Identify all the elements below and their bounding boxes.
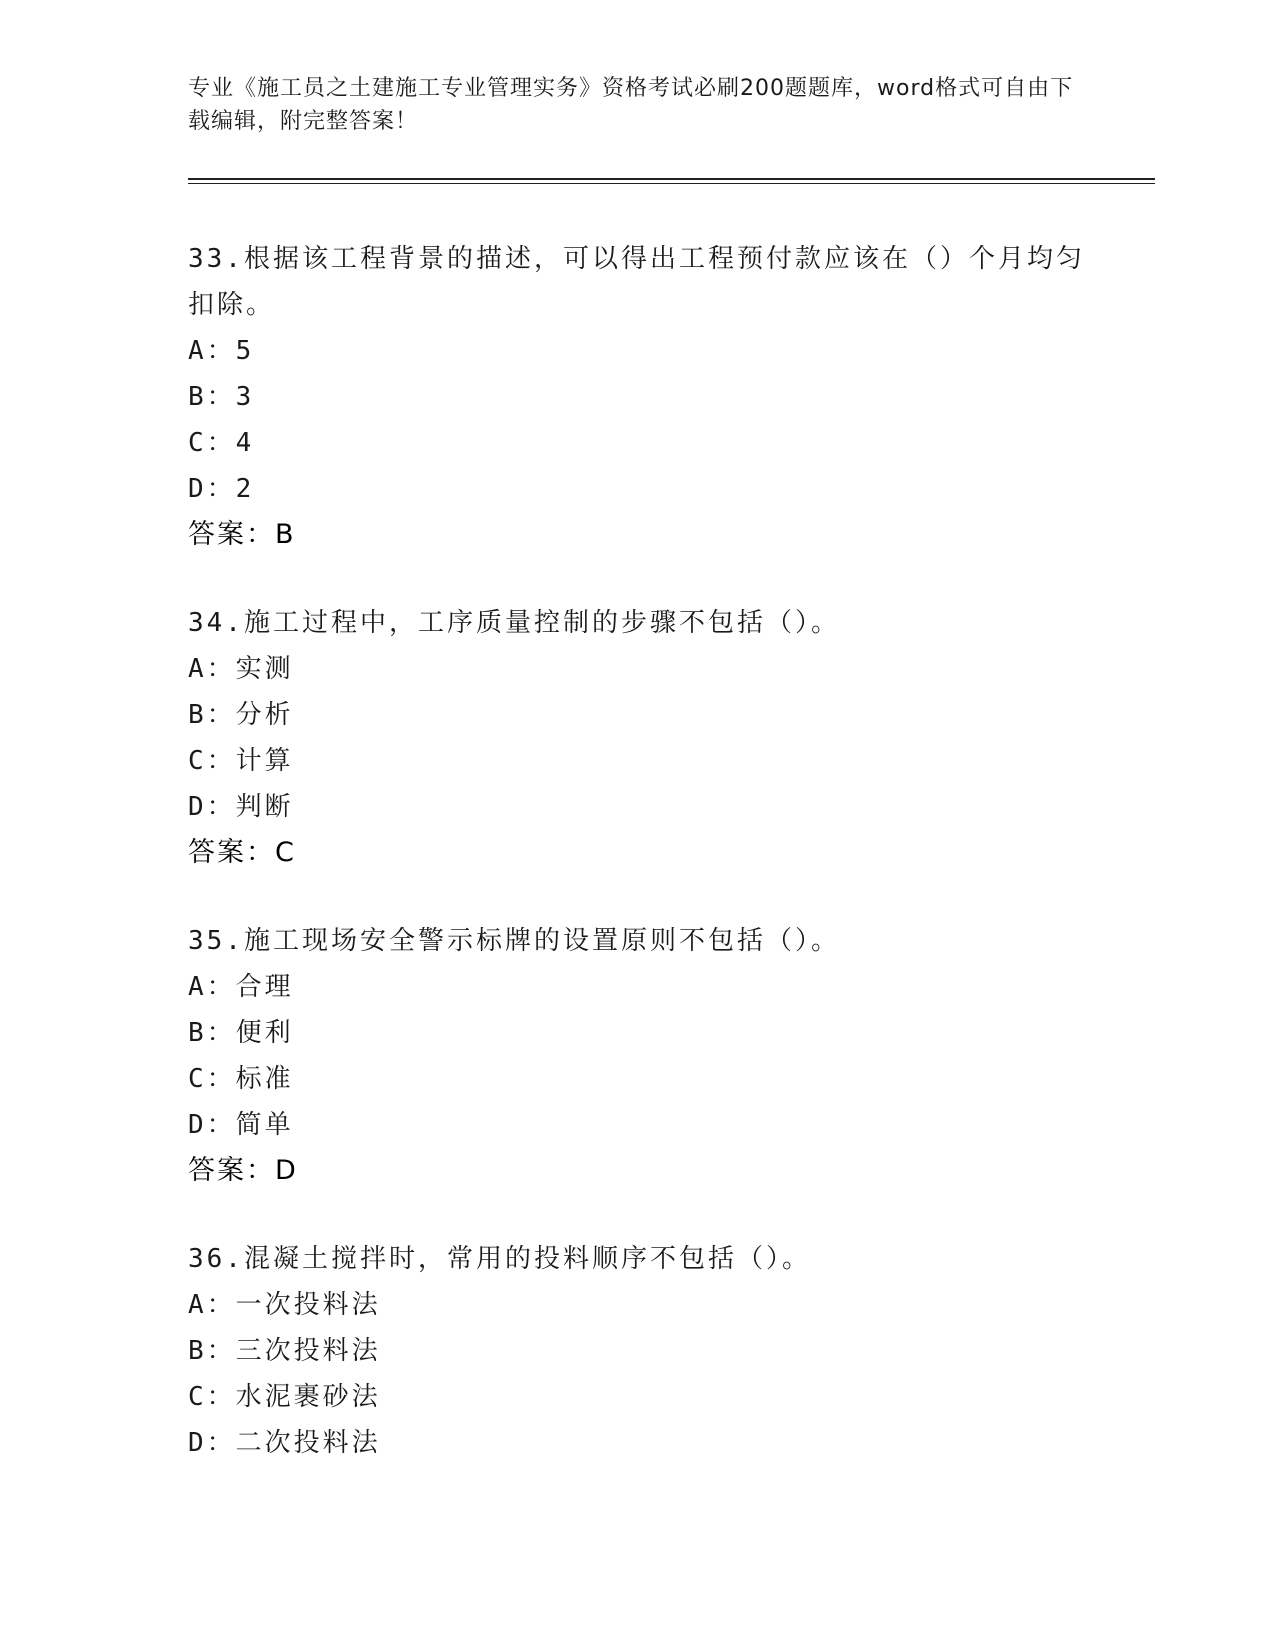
- question-stem: 36.混凝土搅拌时，常用的投料顺序不包括（）。: [188, 1244, 811, 1274]
- answer-line: 答案：C: [188, 837, 296, 868]
- option-b: B：分析: [188, 700, 294, 730]
- option-b: B：三次投料法: [188, 1336, 381, 1366]
- question-stem: 35.施工现场安全警示标牌的设置原则不包括（）。: [188, 926, 840, 956]
- option-a: A：合理: [188, 972, 294, 1002]
- option-c: C：计算: [188, 746, 294, 776]
- option-a: A：实测: [188, 654, 294, 684]
- answer-line: 答案：B: [188, 519, 296, 550]
- option-b: B：便利: [188, 1018, 294, 1048]
- option-c: C：4: [188, 428, 255, 458]
- question-stem: 33.根据该工程背景的描述，可以得出工程预付款应该在（）个月均匀扣除。: [188, 244, 1085, 320]
- answer-line: 答案：D: [188, 1155, 298, 1186]
- option-c: C：水泥裹砂法: [188, 1382, 381, 1412]
- option-a: A：一次投料法: [188, 1290, 381, 1320]
- option-d: D：判断: [188, 792, 294, 822]
- question-list: [188, 236, 1088, 1508]
- question-36: [188, 1236, 1088, 1466]
- question-33: [188, 236, 1088, 558]
- option-c: C：标准: [188, 1064, 294, 1094]
- question-34: [188, 600, 1088, 876]
- option-b: B：3: [188, 382, 255, 412]
- option-d: D：简单: [188, 1110, 294, 1140]
- question-35: [188, 918, 1088, 1194]
- option-d: D：2: [188, 474, 255, 504]
- document-header: 专业《施工员之土建施工专业管理实务》资格考试必刷200题题库，word格式可自由下载编辑，附完整答案！: [188, 76, 1074, 134]
- question-stem: 34.施工过程中，工序质量控制的步骤不包括（）。: [188, 608, 840, 638]
- option-d: D：二次投料法: [188, 1428, 381, 1458]
- header-divider: [188, 178, 1155, 184]
- option-a: A：5: [188, 336, 255, 366]
